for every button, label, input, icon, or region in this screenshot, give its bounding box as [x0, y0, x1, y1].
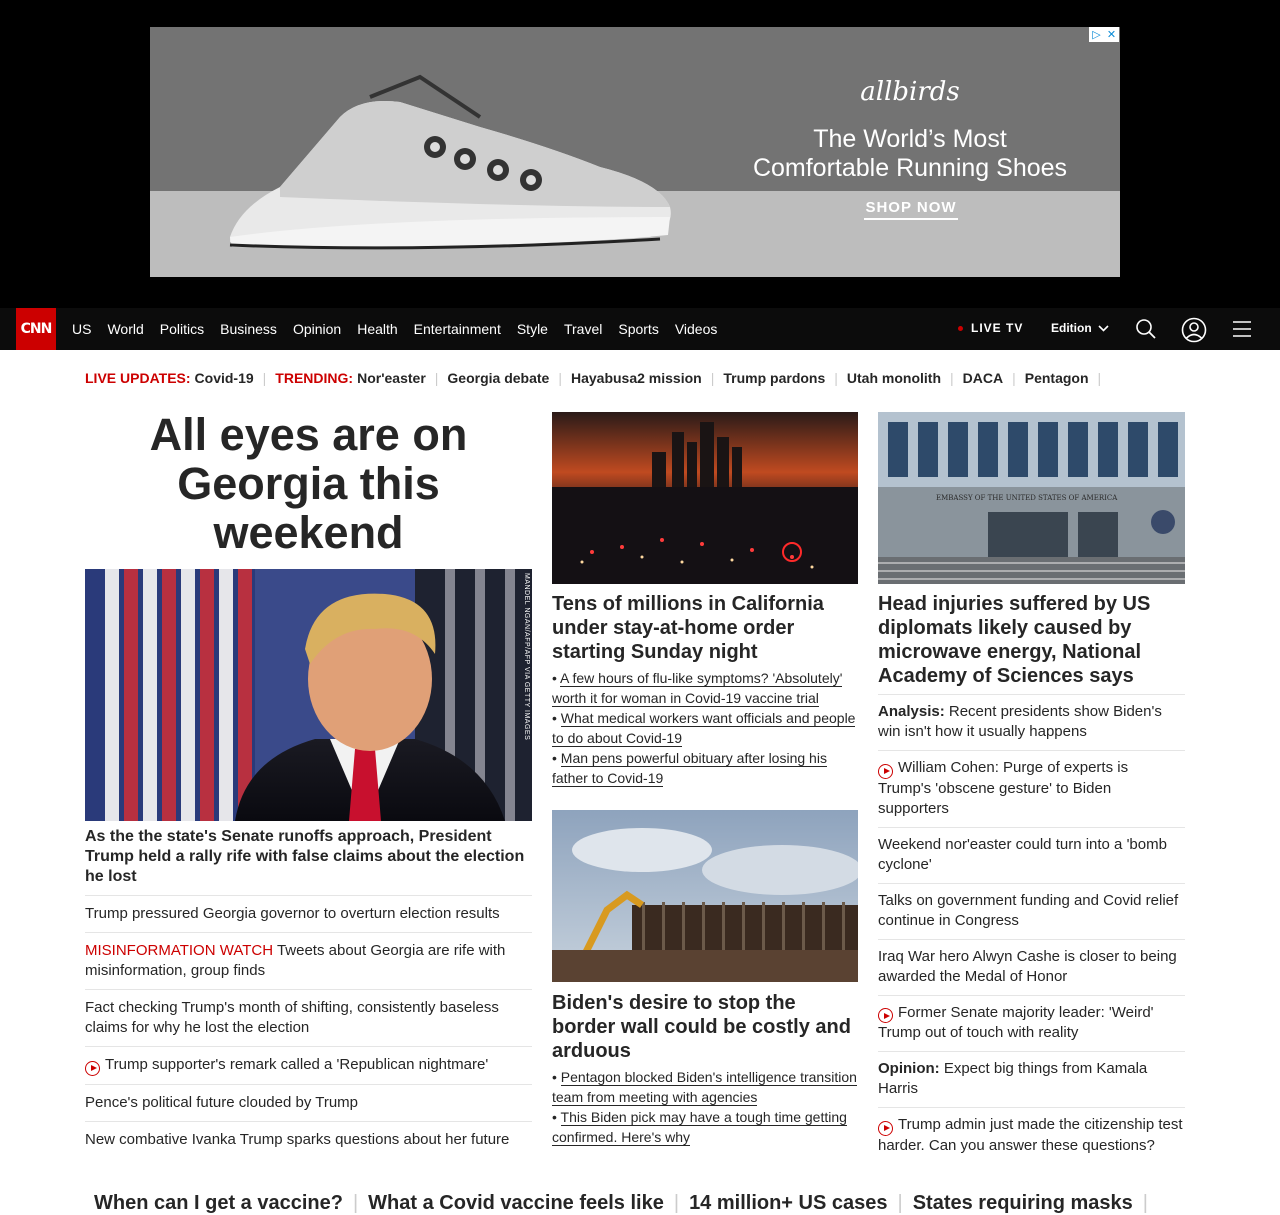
divider: | [1012, 370, 1016, 386]
story-text: Trump admin just made the citizenship test harder. Can you answer these questions? [878, 1116, 1183, 1154]
divider: | [434, 370, 439, 386]
user-account-icon[interactable] [1181, 317, 1207, 343]
related-link-item[interactable] [552, 748, 858, 788]
right-story-item[interactable] [878, 939, 1185, 995]
right-story-item[interactable] [878, 827, 1185, 883]
left-story-item[interactable] [85, 1084, 532, 1121]
trending-label: TRENDING: [275, 370, 354, 386]
california-image[interactable] [552, 412, 858, 584]
left-story-item[interactable] [85, 1121, 532, 1158]
edition-label: Edition [1051, 321, 1092, 335]
story-text: Fact checking Trump's month of shifting, consistently baseless claims for why he lost the election [85, 999, 499, 1036]
story-text: Weekend nor'easter could turn into a 'bomb cyclone' [878, 835, 1167, 873]
related-link[interactable]: A few hours of flu-like symptoms? 'Absolutely' worth it for woman in Covid-19 vaccine trial [552, 670, 843, 706]
story-text: Former Senate majority leader: 'Weird' Trump out of touch with reality [878, 1003, 1154, 1041]
border-wall-photo [552, 810, 858, 982]
story-text: Recent presidents show Biden's win isn't how it usually happens [878, 703, 1162, 740]
left-story-item[interactable] [85, 989, 532, 1046]
related-link[interactable]: This Biden pick may have a tough time getting confirmed. Here's why [552, 1109, 847, 1145]
nav-link-entertainment[interactable]: Entertainment [413, 321, 501, 337]
california-headline[interactable]: Tens of millions in California under stay-at-home order starting Sunday night [552, 593, 824, 663]
embassy-image[interactable] [878, 412, 1185, 584]
related-link[interactable]: Pentagon blocked Biden's intelligence transition team from meeting with agencies [552, 1069, 857, 1105]
story-lead: Opinion: [878, 1060, 940, 1077]
trending-topic[interactable]: DACA [962, 370, 1004, 386]
story-text: Tweets about Georgia are rife with misinformation, group finds [85, 942, 506, 979]
play-video-icon [85, 1061, 100, 1076]
right-story-item[interactable] [878, 1107, 1185, 1164]
related-link[interactable]: What medical workers want officials and people to do about Covid-19 [552, 710, 856, 746]
nav-link-us[interactable]: US [72, 321, 92, 337]
bullet-dot: • [552, 1109, 561, 1125]
nav-link-world[interactable]: World [107, 321, 144, 337]
story-text: Trump supporter's remark called a 'Republican nightmare' [105, 1056, 489, 1073]
story-lead: Analysis: [878, 703, 945, 720]
related-link[interactable]: Man pens powerful obituary after losing his father to Covid-19 [552, 750, 827, 786]
right-story-item[interactable] [878, 883, 1185, 939]
edition-dropdown[interactable] [1051, 321, 1109, 335]
ad-info-icon[interactable]: ▷ [1092, 29, 1101, 41]
trending-topic[interactable]: Georgia debate [447, 370, 550, 386]
related-link-item[interactable] [552, 668, 858, 708]
cnn-logo[interactable]: CNN [16, 308, 56, 350]
nav-link-travel[interactable]: Travel [563, 321, 603, 337]
nav-link-style[interactable]: Style [516, 321, 548, 337]
ad-shop-now-link[interactable]: SHOP NOW [864, 199, 958, 220]
divider: | [352, 1192, 359, 1214]
left-story-item[interactable] [85, 895, 532, 932]
nav-link-health[interactable]: Health [357, 321, 398, 337]
right-story-item[interactable] [878, 750, 1185, 827]
divider: | [1097, 370, 1102, 386]
nav-link-business[interactable]: Business [220, 321, 277, 337]
story-text: Pence's political future clouded by Trump [85, 1093, 359, 1111]
story-tag: MISINFORMATION WATCH [85, 942, 274, 959]
trending-topic[interactable]: Trump pardons [723, 370, 826, 386]
bullet-dot: • [552, 750, 561, 766]
search-icon[interactable] [1135, 318, 1157, 340]
divider: | [950, 370, 954, 386]
trending-topic[interactable]: Hayabusa2 mission [570, 370, 702, 386]
live-tv-label: LIVE TV [971, 321, 1024, 335]
photo-credit: MANDEL NGAN/AFP/AFP VIA GETTY IMAGES [523, 573, 530, 741]
hamburger-menu-icon[interactable] [1232, 320, 1252, 338]
divider: | [1142, 1192, 1148, 1214]
ad-banner-area [0, 0, 1280, 308]
live-updates-topic[interactable]: Covid-19 [194, 370, 254, 386]
bottom-topic-link[interactable]: When can I get a vaccine? [94, 1192, 343, 1214]
left-story-list [85, 895, 532, 1158]
related-link-item[interactable] [552, 708, 858, 748]
top-nav [0, 308, 1280, 350]
bottom-topic-link[interactable]: 14 million+ US cases [689, 1192, 888, 1214]
trending-topic[interactable]: Nor'easter [357, 370, 426, 386]
ad-creative[interactable] [150, 27, 1120, 277]
story-text: New combative Ivanka Trump sparks questions about her future [85, 1130, 510, 1148]
california-related-links [552, 668, 858, 788]
bottom-topic-link[interactable]: States requiring masks [912, 1192, 1133, 1214]
embassy-headline[interactable]: Head injuries suffered by US diplomats likely caused by microwave energy, National Academy of Sciences says [878, 593, 1151, 687]
chevron-down-icon [1098, 325, 1109, 332]
trending-topic[interactable]: Utah monolith [846, 370, 942, 386]
trending-topic[interactable]: Pentagon [1024, 370, 1089, 386]
live-tv-link[interactable] [958, 321, 1023, 335]
border-wall-headline[interactable]: Biden's desire to stop the border wall could be costly and arduous [552, 992, 851, 1062]
left-story-item[interactable] [85, 1046, 532, 1084]
right-story-item[interactable] [878, 694, 1185, 750]
city-night-photo [552, 412, 858, 584]
live-dot-icon [958, 326, 963, 331]
related-link-item[interactable] [552, 1067, 858, 1107]
ad-tagline-line1: The World’s Most [813, 125, 1007, 153]
divider: | [834, 370, 838, 386]
nav-link-sports[interactable]: Sports [618, 321, 659, 337]
nav-link-opinion[interactable]: Opinion [292, 321, 342, 337]
divider: | [673, 1192, 680, 1214]
border-wall-related-links [552, 1067, 858, 1147]
story-text: Expect big things from Kamala Harris [878, 1060, 1148, 1097]
hero-image[interactable] [85, 569, 532, 821]
ad-close-icon[interactable]: ✕ [1106, 29, 1117, 41]
right-story-item[interactable] [878, 1051, 1185, 1107]
play-video-icon [878, 1008, 893, 1023]
play-video-icon [878, 764, 893, 779]
embassy-sign: EMBASSY OF THE UNITED STATES OF AMERICA [936, 494, 1118, 502]
divider: | [558, 370, 562, 386]
story-text: William Cohen: Purge of experts is Trump's 'obscene gesture' to Biden supporters [878, 759, 1129, 817]
right-story-list [878, 694, 1185, 1164]
ad-choices[interactable] [1089, 27, 1119, 42]
bullet-dot: • [552, 710, 561, 726]
left-story-item[interactable] [85, 932, 532, 989]
bullet-dot: • [552, 670, 561, 686]
trump-photo [85, 569, 532, 821]
nav-link-politics[interactable]: Politics [159, 321, 205, 337]
bottom-topic-link[interactable]: What a Covid vaccine feels like [368, 1192, 664, 1214]
border-wall-image[interactable] [552, 810, 858, 982]
divider: | [897, 1192, 903, 1214]
ad-tagline [735, 125, 1085, 183]
divider: | [710, 370, 715, 386]
bottom-topics-strip [94, 1192, 1158, 1215]
embassy-photo [878, 412, 1185, 584]
story-text: Talks on government funding and Covid relief continue in Congress [878, 891, 1179, 929]
bullet-dot: • [552, 1069, 561, 1085]
related-link-item[interactable] [552, 1107, 858, 1147]
shoe-image [220, 57, 680, 257]
nav-link-videos[interactable]: Videos [674, 321, 718, 337]
live-updates-label: LIVE UPDATES: [85, 370, 191, 386]
lead-subhead[interactable]: As the the state's Senate runoffs approach, President Trump held a rally rife with false claims about the election he lost [85, 828, 525, 885]
story-text: Trump pressured Georgia governor to overturn election results [85, 905, 500, 922]
nav-links [72, 308, 733, 350]
right-story-item[interactable] [878, 995, 1185, 1052]
trending-bar [85, 370, 1110, 386]
divider: | [262, 370, 267, 386]
story-text: Iraq War hero Alwyn Cashe is closer to being awarded the Medal of Honor [878, 947, 1177, 985]
play-video-icon [878, 1121, 893, 1136]
ad-brand-logo: allbirds [860, 77, 960, 107]
lead-headline[interactable]: All eyes are on Georgia this weekend [149, 409, 468, 558]
ad-tagline-line2: Comfortable Running Shoes [752, 154, 1068, 182]
trending-topics [357, 370, 1110, 386]
